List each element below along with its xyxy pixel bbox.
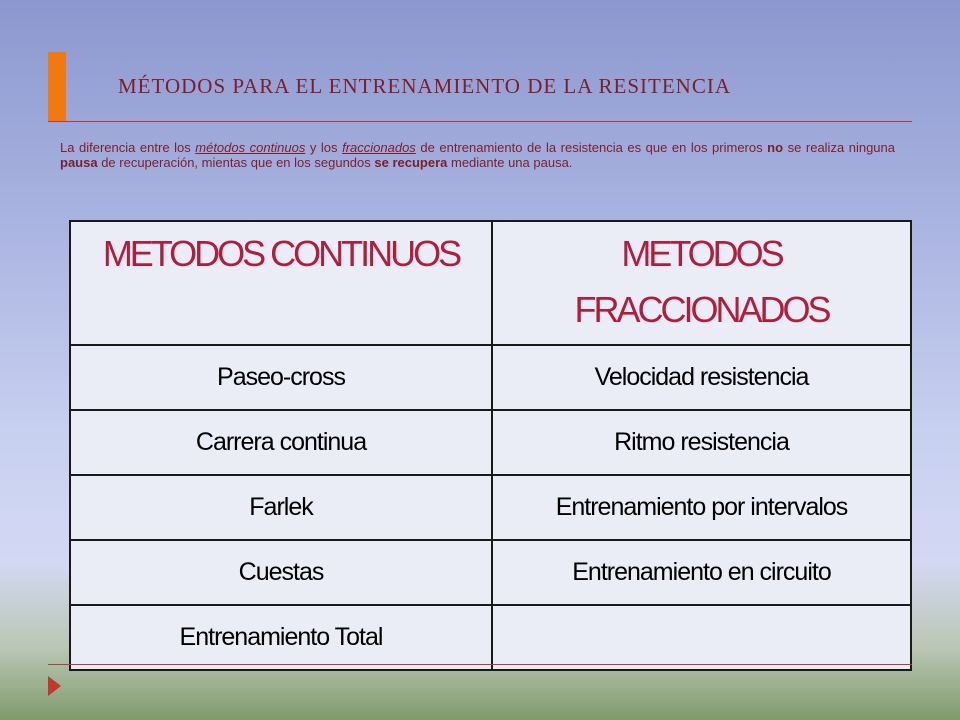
play-arrow-icon[interactable] — [48, 676, 61, 696]
intro-text: de entrenamiento de la resistencia es que en los primeros — [415, 140, 768, 155]
table-cell: Cuestas — [70, 540, 492, 605]
table-row — [70, 475, 911, 540]
intro-paragraph — [60, 140, 895, 170]
table-cell: Ritmo resistencia — [492, 410, 911, 475]
emphasis-se-recupera: se recupera — [374, 155, 448, 170]
table-cell: Entrenamiento en circuito — [492, 540, 911, 605]
continuous-methods-link[interactable]: métodos continuos — [195, 140, 306, 155]
table-cell: Carrera continua — [70, 410, 492, 475]
methods-table — [69, 220, 912, 671]
header-continuous: METODOS CONTINUOS — [70, 221, 492, 345]
table-row — [70, 540, 911, 605]
intro-text: de recuperación, mientas que en los segundos — [97, 155, 375, 170]
table-header-row — [70, 221, 911, 345]
intro-text: La diferencia entre los — [60, 140, 196, 155]
slide-title: MÉTODOS PARA EL ENTRENAMIENTO DE LA RESITENCIA — [118, 74, 732, 98]
fractioned-methods-link[interactable]: fraccionados — [342, 140, 416, 155]
intro-text: mediante una pausa. — [447, 155, 573, 170]
table-cell: Entrenamiento por intervalos — [492, 475, 911, 540]
table-cell: Velocidad resistencia — [492, 345, 911, 410]
table-cell: Entrenamiento Total — [70, 605, 492, 670]
table-row — [70, 345, 911, 410]
header-fractioned: METODOS FRACCIONADOS — [492, 221, 911, 345]
table-row — [70, 410, 911, 475]
emphasis-no: no — [767, 140, 784, 155]
table-row — [70, 605, 911, 670]
footer-divider — [48, 664, 912, 665]
intro-text: y los — [305, 140, 343, 155]
table-cell: Farlek — [70, 475, 492, 540]
title-divider — [48, 121, 912, 122]
title-accent-bar — [48, 52, 66, 122]
intro-text: se realiza ninguna — [783, 140, 895, 155]
emphasis-pausa: pausa — [60, 155, 98, 170]
table-cell — [492, 605, 911, 670]
table-cell: Paseo-cross — [70, 345, 492, 410]
